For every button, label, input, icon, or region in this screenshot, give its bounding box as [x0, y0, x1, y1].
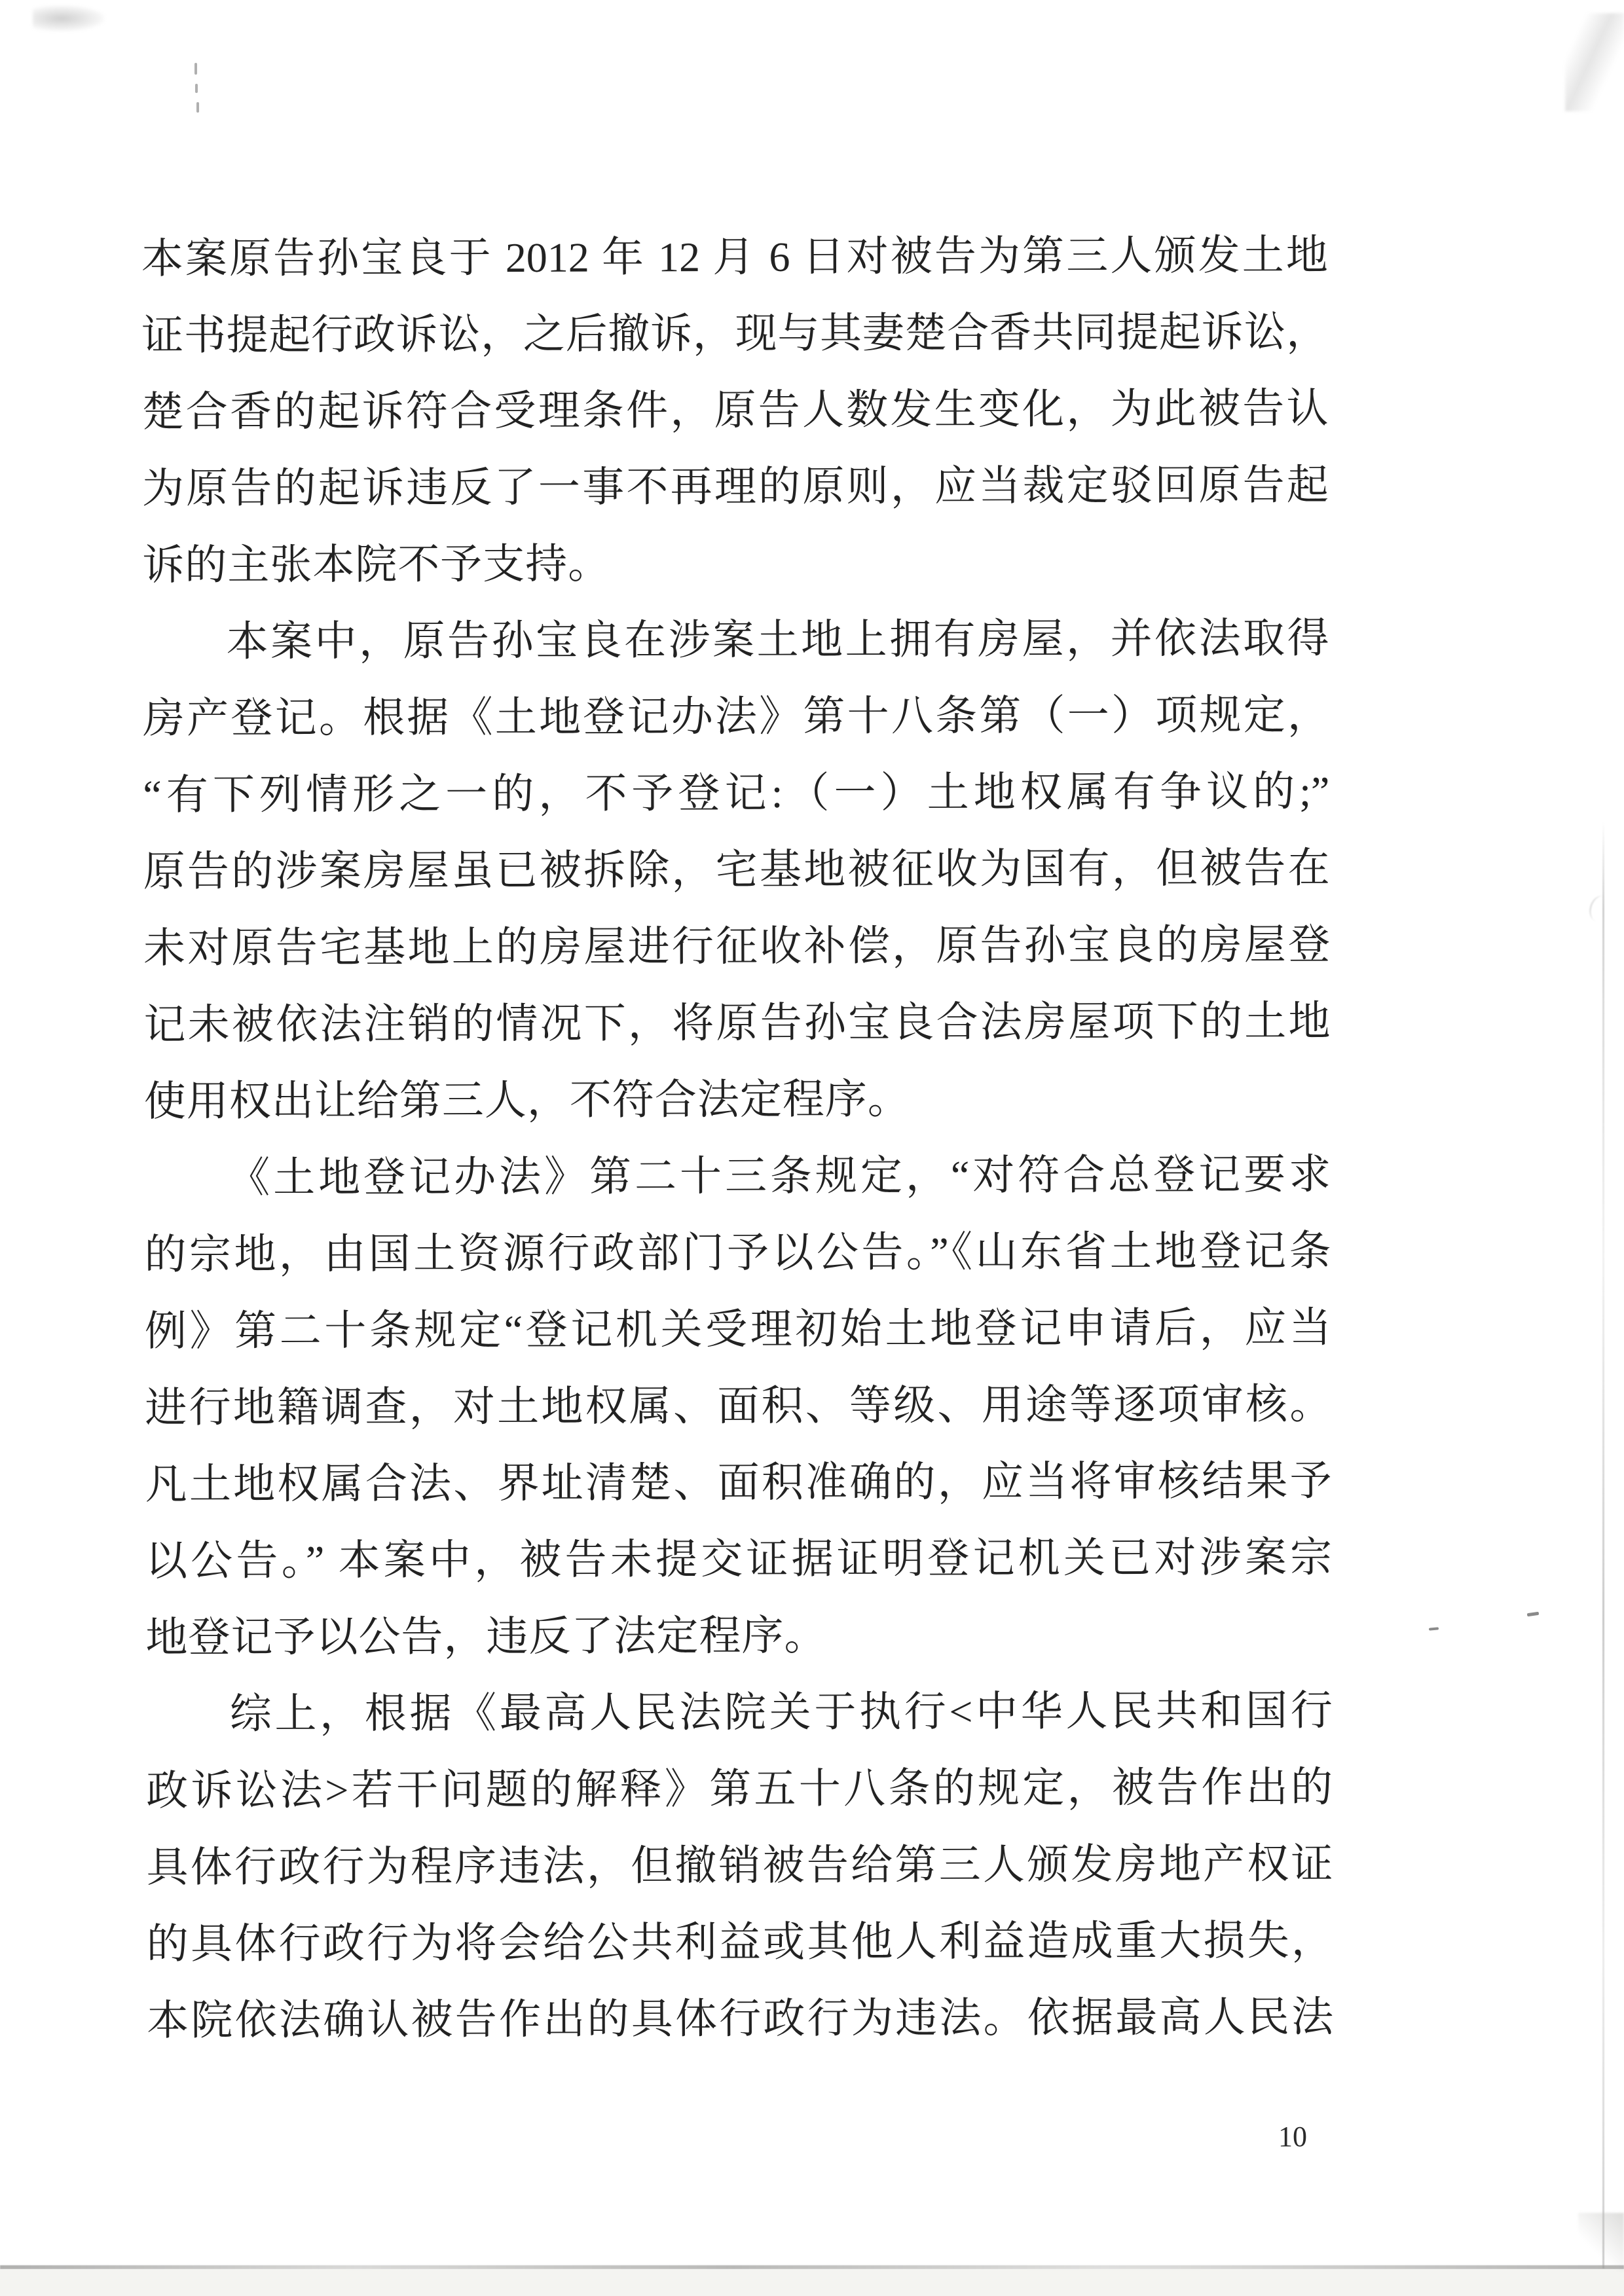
text-line: 以公告。” 本案中，被告未提交证据证明登记机关已对涉案宗	[145, 1534, 1333, 1584]
paper-crease-hook	[1587, 893, 1614, 924]
scan-dash-mark	[196, 102, 199, 113]
scan-dash-mark	[195, 84, 198, 93]
text-line: 政诉讼法>若干问题的解释》第五十八条的规定，被告作出的	[146, 1764, 1333, 1814]
judgment-text	[141, 217, 1334, 2059]
text-line: 诉的主张本院不予支持。	[142, 540, 611, 589]
text-line: 房产登记。根据《土地登记办法》第十八条第（一）项规定，	[142, 691, 1330, 742]
text-line: 本院依法确认被告作出的具体行政行为违法。依据最高人民法	[147, 1994, 1334, 2044]
paper-bottom-edge	[0, 2265, 1624, 2269]
text-line: 《土地登记办法》第二十三条规定，“对符合总登记要求	[228, 1151, 1331, 1201]
scan-smudge-top-left	[33, 5, 105, 31]
text-line: 未对原告宅基地上的房屋进行征收补偿，原告孙宝良的房屋登	[143, 921, 1331, 972]
text-line: 的宗地，由国土资源行政部门予以公告。”《山东省土地登记条	[144, 1228, 1331, 1278]
page-number: 10	[1278, 2121, 1307, 2153]
text-line: 为原告的起诉违反了一事不再理的原则，应当裁定驳回原告起	[141, 462, 1329, 512]
text-line: 本案原告孙宝良于 2012 年 12 月 6 日对被告为第三人颁发土地	[141, 232, 1328, 282]
text-line: 综上，根据《最高人民法院关于执行<中华人民共和国行	[229, 1687, 1333, 1738]
text-line: 进行地籍调查，对土地权属、面积、等级、用途等逐项审核。	[145, 1381, 1332, 1431]
scanner-background-strip	[0, 2269, 1624, 2296]
text-line: 记未被依法注销的情况下，将原告孙宝良合法房屋项下的土地	[143, 998, 1331, 1048]
paper-corner-shadow	[1578, 2213, 1624, 2272]
text-line: 的具体行政行为将会给公共利益或其他人利益造成重大损失，	[146, 1917, 1333, 1967]
text-line: 原告的涉案房屋虽已被拆除，宅基地被征收为国有，但被告在	[143, 845, 1330, 895]
text-line: 凡土地权属合法、界址清楚、面积准确的，应当将审核结果予	[145, 1457, 1332, 1508]
paper-crease-right	[1602, 822, 1604, 2269]
scan-speck	[1527, 1612, 1540, 1616]
text-line: 楚合香的起诉符合受理条件，原告人数发生变化，为此被告认	[141, 385, 1329, 435]
scan-dash-mark	[194, 63, 197, 75]
text-line: 本案中，原告孙宝良在涉案土地上拥有房屋，并依法取得	[226, 615, 1329, 665]
scan-speck	[1429, 1627, 1439, 1630]
text-line: 证书提起行政诉讼，之后撤诉，现与其妻楚合香共同提起诉讼，	[141, 308, 1329, 359]
text-line: 地登记予以公告，违反了法定程序。	[145, 1612, 827, 1661]
text-line: 具体行政行为程序违法，但撤销被告给第三人颁发房地产权证	[146, 1840, 1333, 1891]
text-line: 使用权出让给第三人，不符合法定程序。	[143, 1076, 910, 1125]
text-line: “有下列情形之一的，不予登记:（一）土地权属有争议的;”	[143, 768, 1330, 818]
scan-streak-top-right	[1565, 13, 1624, 111]
text-line: 例》第二十条规定“登记机关受理初始土地登记申请后，应当	[144, 1304, 1332, 1355]
